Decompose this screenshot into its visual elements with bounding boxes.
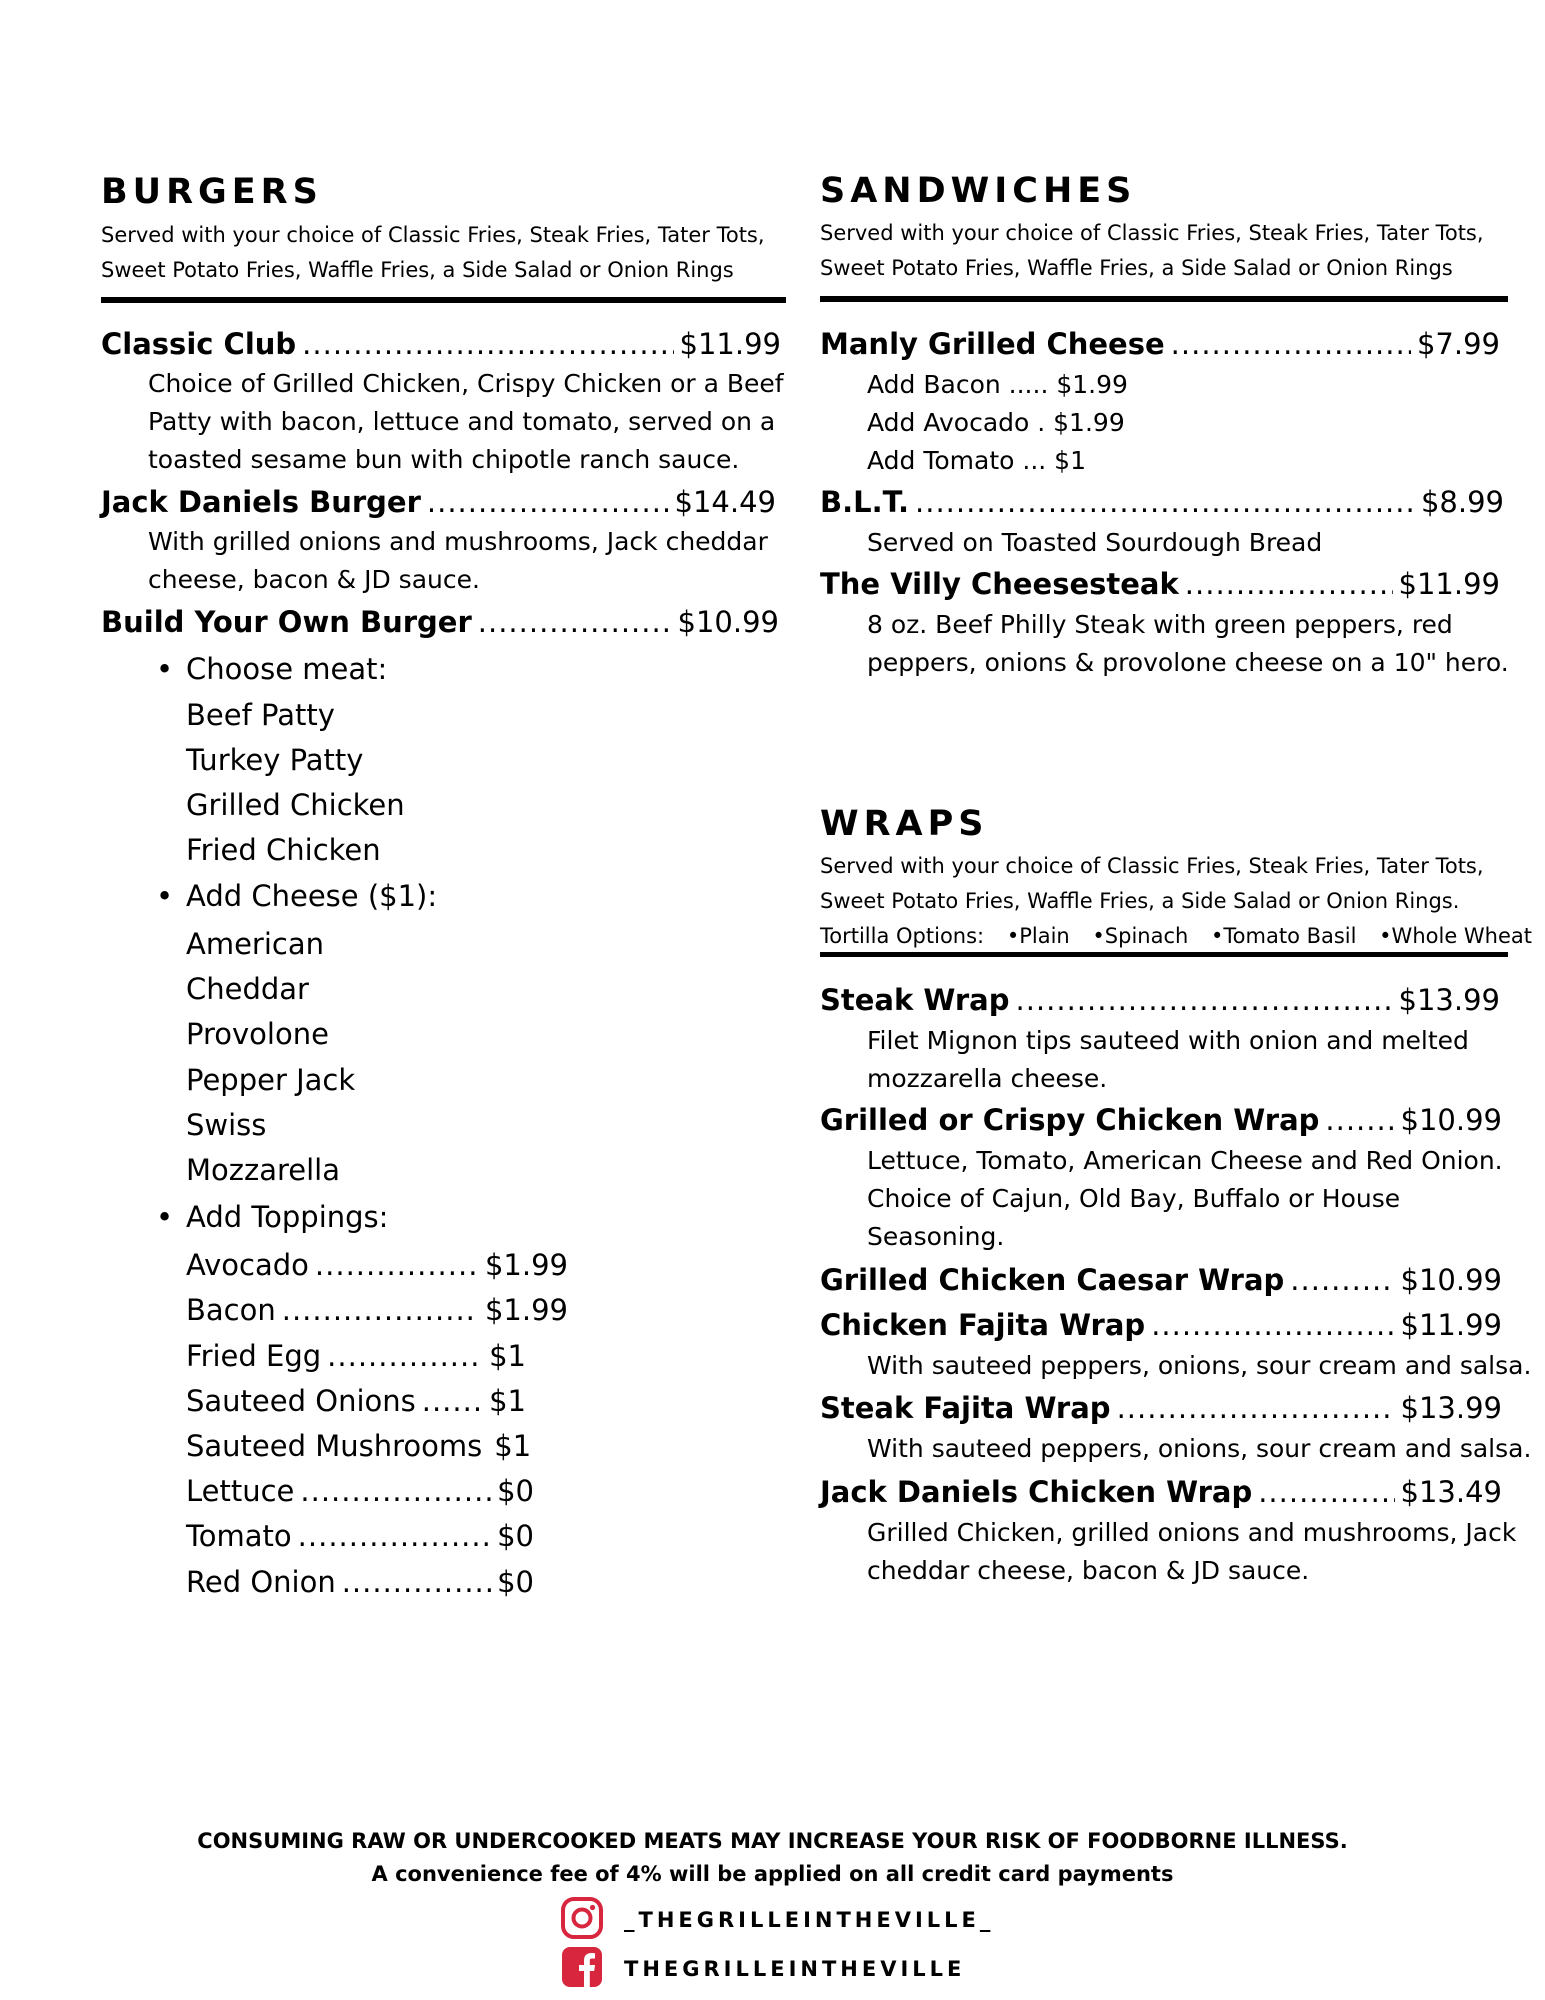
- section-title: SANDWICHES: [820, 171, 1137, 211]
- list-item: Add Avocado . $1.99: [867, 408, 1125, 437]
- item-price: $7.99: [1416, 327, 1500, 361]
- fee-notice: A convenience fee of 4% will be applied on all credit card payments: [371, 1862, 1174, 1886]
- menu-item: B.L.T. ..... $8.99: [820, 482, 1504, 522]
- section-description: Served with your choice of Classic Fries, Steak Fries, Tater Tots, Sweet Potato Fries, Waffle Fries, a Side Salad or Onion Rings.: [820, 854, 1484, 913]
- item-price: $13.99: [1400, 1391, 1502, 1425]
- item-description: Grilled Chicken, grilled onions and mushrooms, Jack cheddar cheese, bacon & JD sauce.: [867, 1518, 1517, 1585]
- facebook-icon: [560, 1945, 604, 1993]
- tortilla-options: Tortilla Options: •Plain •Spinach •Tomato Basil •Whole Wheat: [820, 924, 1533, 948]
- section-description: Served with your choice of Classic Fries, Steak Fries, Tater Tots, Sweet Potato Fries, Waffle Fries, a Side Salad or Onion Rings: [820, 221, 1484, 280]
- list-item: Fried Egg ..... $1: [186, 1333, 526, 1379]
- facebook-link[interactable]: [560, 1945, 965, 1993]
- item-description: Lettuce, Tomato, American Cheese and Red Onion. Choice of Cajun, Old Bay, Buffalo or House Seasoning.: [867, 1146, 1503, 1251]
- item-description: With sauteed peppers, onions, sour cream and salsa.: [867, 1351, 1532, 1380]
- section-title: WRAPS: [820, 804, 989, 844]
- menu-item: Build Your Own Burger ..... $10.99: [101, 602, 779, 642]
- list-item: Add Tomato ... $1: [867, 446, 1086, 475]
- health-warning: CONSUMING RAW OR UNDERCOOKED MEATS MAY INCREASE YOUR RISK OF FOODBORNE ILLNESS.: [197, 1829, 1348, 1853]
- list-item: Provolone: [186, 1017, 329, 1051]
- list-item: Red Onion ..... $0: [186, 1559, 534, 1605]
- item-price: $14.49: [674, 485, 776, 519]
- menu-item: Grilled Chicken Caesar Wrap ..... $10.99: [820, 1260, 1502, 1300]
- item-price: $10.99: [1400, 1103, 1502, 1137]
- section-divider: [820, 296, 1508, 302]
- menu-item: Chicken Fajita Wrap ..... $11.99: [820, 1305, 1502, 1345]
- item-description: With grilled onions and mushrooms, Jack cheddar cheese, bacon & JD sauce.: [148, 527, 768, 594]
- facebook-handle: THEGRILLEINTHEVILLE: [624, 1957, 966, 1981]
- list-item: Tomato ..... $0: [186, 1513, 534, 1559]
- menu-item: The Villy Cheesesteak ..... $11.99: [820, 564, 1500, 604]
- menu-item: Grilled or Crispy Chicken Wrap ..... $10.99: [820, 1100, 1502, 1140]
- item-description: 8 oz. Beef Philly Steak with green peppers, red peppers, onions & provolone cheese on a 10" hero.: [867, 610, 1509, 677]
- item-price: $13.99: [1398, 983, 1500, 1017]
- section-divider: [820, 952, 1508, 957]
- item-price: $11.99: [1400, 1308, 1502, 1342]
- menu-item: Jack Daniels Burger ..... $14.49: [101, 482, 776, 522]
- list-item: Turkey Patty: [186, 743, 364, 777]
- list-item: American: [186, 927, 325, 961]
- list-item: Grilled Chicken: [186, 788, 405, 822]
- item-description: Served on Toasted Sourdough Bread: [867, 528, 1323, 557]
- menu-item: Jack Daniels Chicken Wrap ..... $13.49: [820, 1472, 1502, 1512]
- list-item: Add Bacon ..... $1.99: [867, 370, 1128, 399]
- menu-item: Steak Fajita Wrap ..... $13.99: [820, 1388, 1502, 1428]
- list-item: Cheddar: [186, 972, 309, 1006]
- list-item: Bacon ..... $1.99: [186, 1287, 568, 1333]
- instagram-link[interactable]: [560, 1896, 994, 1944]
- list-item: Pepper Jack: [186, 1063, 356, 1097]
- item-description: Filet Mignon tips sauteed with onion and melted mozzarella cheese.: [867, 1026, 1469, 1093]
- list-item: Sauteed Onions ..... $1: [186, 1378, 526, 1424]
- section-title: BURGERS: [101, 172, 323, 212]
- menu-item: Steak Wrap ..... $13.99: [820, 980, 1500, 1020]
- menu-item: Classic Club ..... $11.99: [101, 324, 781, 364]
- list-item: Fried Chicken: [186, 833, 381, 867]
- list-item: Swiss: [186, 1108, 267, 1142]
- item-price: $10.99: [1400, 1263, 1502, 1297]
- instagram-icon: [560, 1896, 604, 1944]
- section-divider: [101, 297, 786, 303]
- list-item: Lettuce ..... $0: [186, 1468, 534, 1514]
- item-price: $11.99: [1398, 567, 1500, 601]
- list-item: Avocado ..... $1.99: [186, 1242, 568, 1288]
- build-your-own-options: • Choose meat: Beef Patty Turkey Patty Grilled Chicken Fried Chicken • Add Cheese ($1): American Cheddar Provolone Pepper Jack Swiss Mozzarella • Add Toppings: Avocado ..... $1.99 Bacon ..... $1.99 Fried Egg ..... $1 Sauteed Onions ..... $1 Sauteed Mushrooms $1 Lettuce ..... $0 Tomato ..... $0 Red Onion ..... $0: [156, 646, 756, 1606]
- item-price: $11.99: [679, 327, 781, 361]
- item-price: $8.99: [1420, 485, 1504, 519]
- item-price: $10.99: [677, 605, 779, 639]
- item-description: With sauteed peppers, onions, sour cream and salsa.: [867, 1434, 1532, 1463]
- item-price: $13.49: [1400, 1475, 1502, 1509]
- section-description: Served with your choice of Classic Fries, Steak Fries, Tater Tots, Sweet Potato Fries, Waffle Fries, a Side Salad or Onion Rings: [101, 223, 765, 282]
- item-description: Choice of Grilled Chicken, Crispy Chicken or a Beef Patty with bacon, lettuce and tomato, served on a toasted sesame bun with chipotle ranch sauce.: [148, 369, 784, 474]
- menu-item: Manly Grilled Cheese ..... $7.99: [820, 324, 1500, 364]
- instagram-handle: _THEGRILLEINTHEVILLE_: [624, 1908, 995, 1932]
- list-item: Mozzarella: [186, 1153, 340, 1187]
- list-item: Sauteed Mushrooms $1: [186, 1429, 532, 1463]
- list-item: Beef Patty: [186, 698, 335, 732]
